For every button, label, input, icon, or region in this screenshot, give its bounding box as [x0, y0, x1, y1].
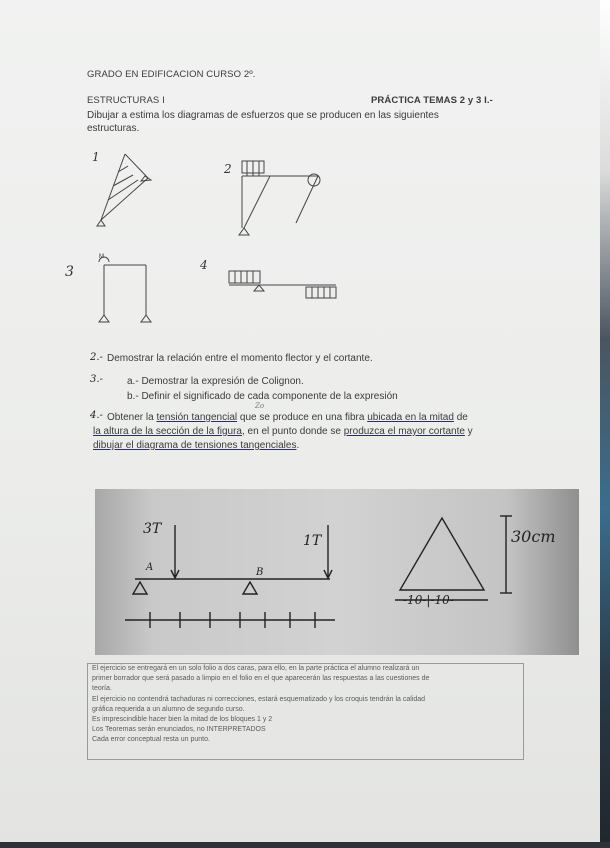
exercise2-mark: 2.-: [90, 352, 103, 363]
load-label-3t: 3T: [143, 521, 162, 537]
instruction-line: El ejercicio no contendrá tachaduras ni correcciones, estará esquematizado y los croquis tendrán la calidad: [92, 695, 426, 703]
support-label-a: A: [146, 562, 154, 573]
support-b: [243, 582, 257, 594]
exercise1-statement-line1: Dibujar a estima los diagramas de esfuerzos que se producen en las siguientes: [87, 110, 439, 121]
practice-title: PRÁCTICA TEMAS 2 y 3 I.-: [371, 95, 493, 106]
exercise3-item-b: b.- Definir el significado de cada componente de la expresión: [127, 391, 398, 402]
triangle-section: [400, 518, 484, 590]
height-label: 30cm: [511, 527, 556, 546]
load-label-1t: 1T: [303, 533, 322, 549]
instruction-line: primer borrador que será pasado a limpio en el folio en el que aparecerán las respuestas a las cuestiones de: [92, 675, 430, 683]
instruction-line: Los Teoremas serán enunciados, no INTERPRETADOS: [92, 726, 266, 734]
exercise4-mark: 4.-: [90, 410, 103, 421]
figure-3-label: 3: [65, 264, 74, 280]
exercise4-line3: dibujar el diagrama de tensiones tangenciales.: [93, 440, 300, 451]
figure-4-label: 4: [200, 258, 208, 272]
instruction-line: Es imprescindible hacer bien la mitad de los bloques 1 y 2: [92, 716, 273, 724]
course-title: GRADO EN EDIFICACION CURSO 2º.: [87, 69, 256, 80]
exercise2-text: Demostrar la relación entre el momento flector y el cortante.: [107, 353, 373, 364]
exercise3-item-a: a.- Demostrar la expresión de Colignon.: [127, 376, 304, 387]
instruction-line: El ejercicio se entregará en un solo folio a dos caras, para ello, en la parte práctica el alumno realizará un: [92, 665, 420, 672]
base-label: -10-|-10-: [403, 593, 454, 607]
figure-1-label: 1: [92, 150, 100, 164]
exercise4-line2: la altura de la sección de la figura, en el punto donde se produzca el mayor cortante y: [93, 426, 473, 437]
support-label-b: B: [256, 567, 264, 578]
support-a: [133, 582, 147, 594]
instructions-box: [87, 663, 524, 760]
instruction-line: Cada error conceptual resta un punto.: [92, 736, 210, 744]
instruction-line: gráfica requerida a un alumno de segundo curso.: [92, 705, 245, 713]
exercise3-mark: 3.-: [90, 374, 103, 385]
moment-label: M: [99, 254, 104, 260]
exercise1-statement-line2: estructuras.: [87, 123, 140, 134]
exercise4-line1: Obtener la tensión tangencial que se produce en una fibra ubicada en la mitad de: [107, 412, 468, 423]
subject-title: ESTRUCTURAS I: [87, 95, 165, 106]
figure-2-label: 2: [224, 162, 232, 176]
instruction-line: teoría.: [92, 685, 112, 693]
handwritten-annotation: Zo: [255, 402, 265, 410]
